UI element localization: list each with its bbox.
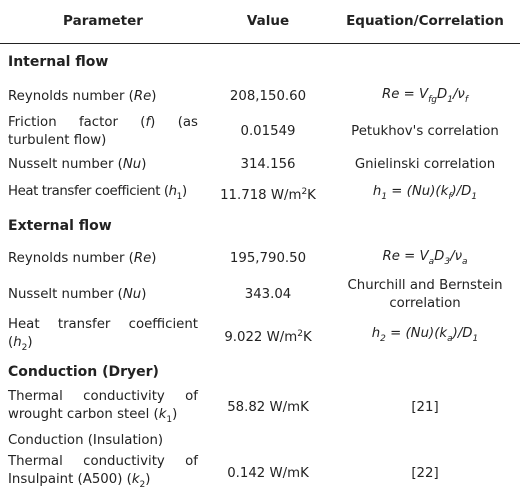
param-cell: Nusselt number (Nu) xyxy=(8,157,147,172)
value-cell: 9.022 $W/m^2K$ xyxy=(224,329,312,345)
equation-cell: Churchill and Bernstein correlation xyxy=(347,278,503,311)
equation-cell: [21] xyxy=(411,400,439,415)
section-title: Internal flow xyxy=(8,54,109,71)
header-row xyxy=(0,0,520,43)
table-row xyxy=(0,113,520,151)
equation-cell: $h_1 = (Nu)(k_f)/D_1$ xyxy=(372,183,478,202)
header-parameter: Parameter xyxy=(0,0,206,43)
section-external-flow xyxy=(0,209,520,243)
table-row xyxy=(0,453,520,494)
param-cell: Reynolds number (Re) xyxy=(8,251,157,266)
value-cell: 208,150.60 xyxy=(229,89,307,104)
table-row xyxy=(0,179,520,209)
param-cell: Thermal conductivity of wrought carbon steel $(k_1)$ xyxy=(8,388,198,425)
param-cell: Friction factor (f) (as turbulent flow) xyxy=(8,115,198,148)
section-title: Conduction (Insulation) xyxy=(8,433,164,448)
section-title: Conduction (Dryer) xyxy=(8,364,159,380)
section-internal-flow xyxy=(0,43,520,81)
section-title: External flow xyxy=(8,218,112,234)
header-value: Value xyxy=(206,0,330,43)
equation-cell: Petukhov's correlation xyxy=(351,124,499,139)
table-row xyxy=(0,387,520,429)
param-cell: Nusselt number (Nu) xyxy=(8,287,147,302)
value-cell: 0.01549 xyxy=(240,124,296,139)
header-equation: Equation/Correlation xyxy=(330,0,520,43)
param-cell: Thermal conductivity of Insulpaint (A500) $(k_2)$ xyxy=(8,454,198,490)
table-row xyxy=(0,315,520,357)
param-cell: Heat transfer coefficient $(h_2)$ xyxy=(8,316,198,353)
equation-cell: $Re = V_{fg}D_1/\nu_f$ xyxy=(381,86,469,105)
section-conduction-insulation xyxy=(0,429,520,453)
equation-cell: $Re = V_aD_3/\nu_a$ xyxy=(382,248,468,267)
value-cell: 58.82 W/mK xyxy=(227,400,309,415)
equation-cell: $h_2 = (Nu)(k_a)/D_1$ xyxy=(371,325,479,344)
value-cell: 11.718 $W/m^2K$ xyxy=(220,187,316,203)
equation-cell: Gnielinski correlation xyxy=(354,157,496,172)
value-cell: 195,790.50 xyxy=(229,251,307,266)
table-row xyxy=(0,243,520,275)
equation-cell: [22] xyxy=(411,465,439,481)
table-row xyxy=(0,81,520,113)
param-cell: Heat transfer coefficient $(h_1)$ xyxy=(8,183,187,202)
table-row xyxy=(0,275,520,315)
table-row xyxy=(0,151,520,179)
section-conduction-dryer xyxy=(0,357,520,387)
param-cell: Reynolds number (Re) xyxy=(8,89,157,104)
value-cell: 343.04 xyxy=(244,287,292,302)
value-cell: 0.142 W/mK xyxy=(227,465,309,481)
value-cell: 314.156 xyxy=(240,157,296,172)
